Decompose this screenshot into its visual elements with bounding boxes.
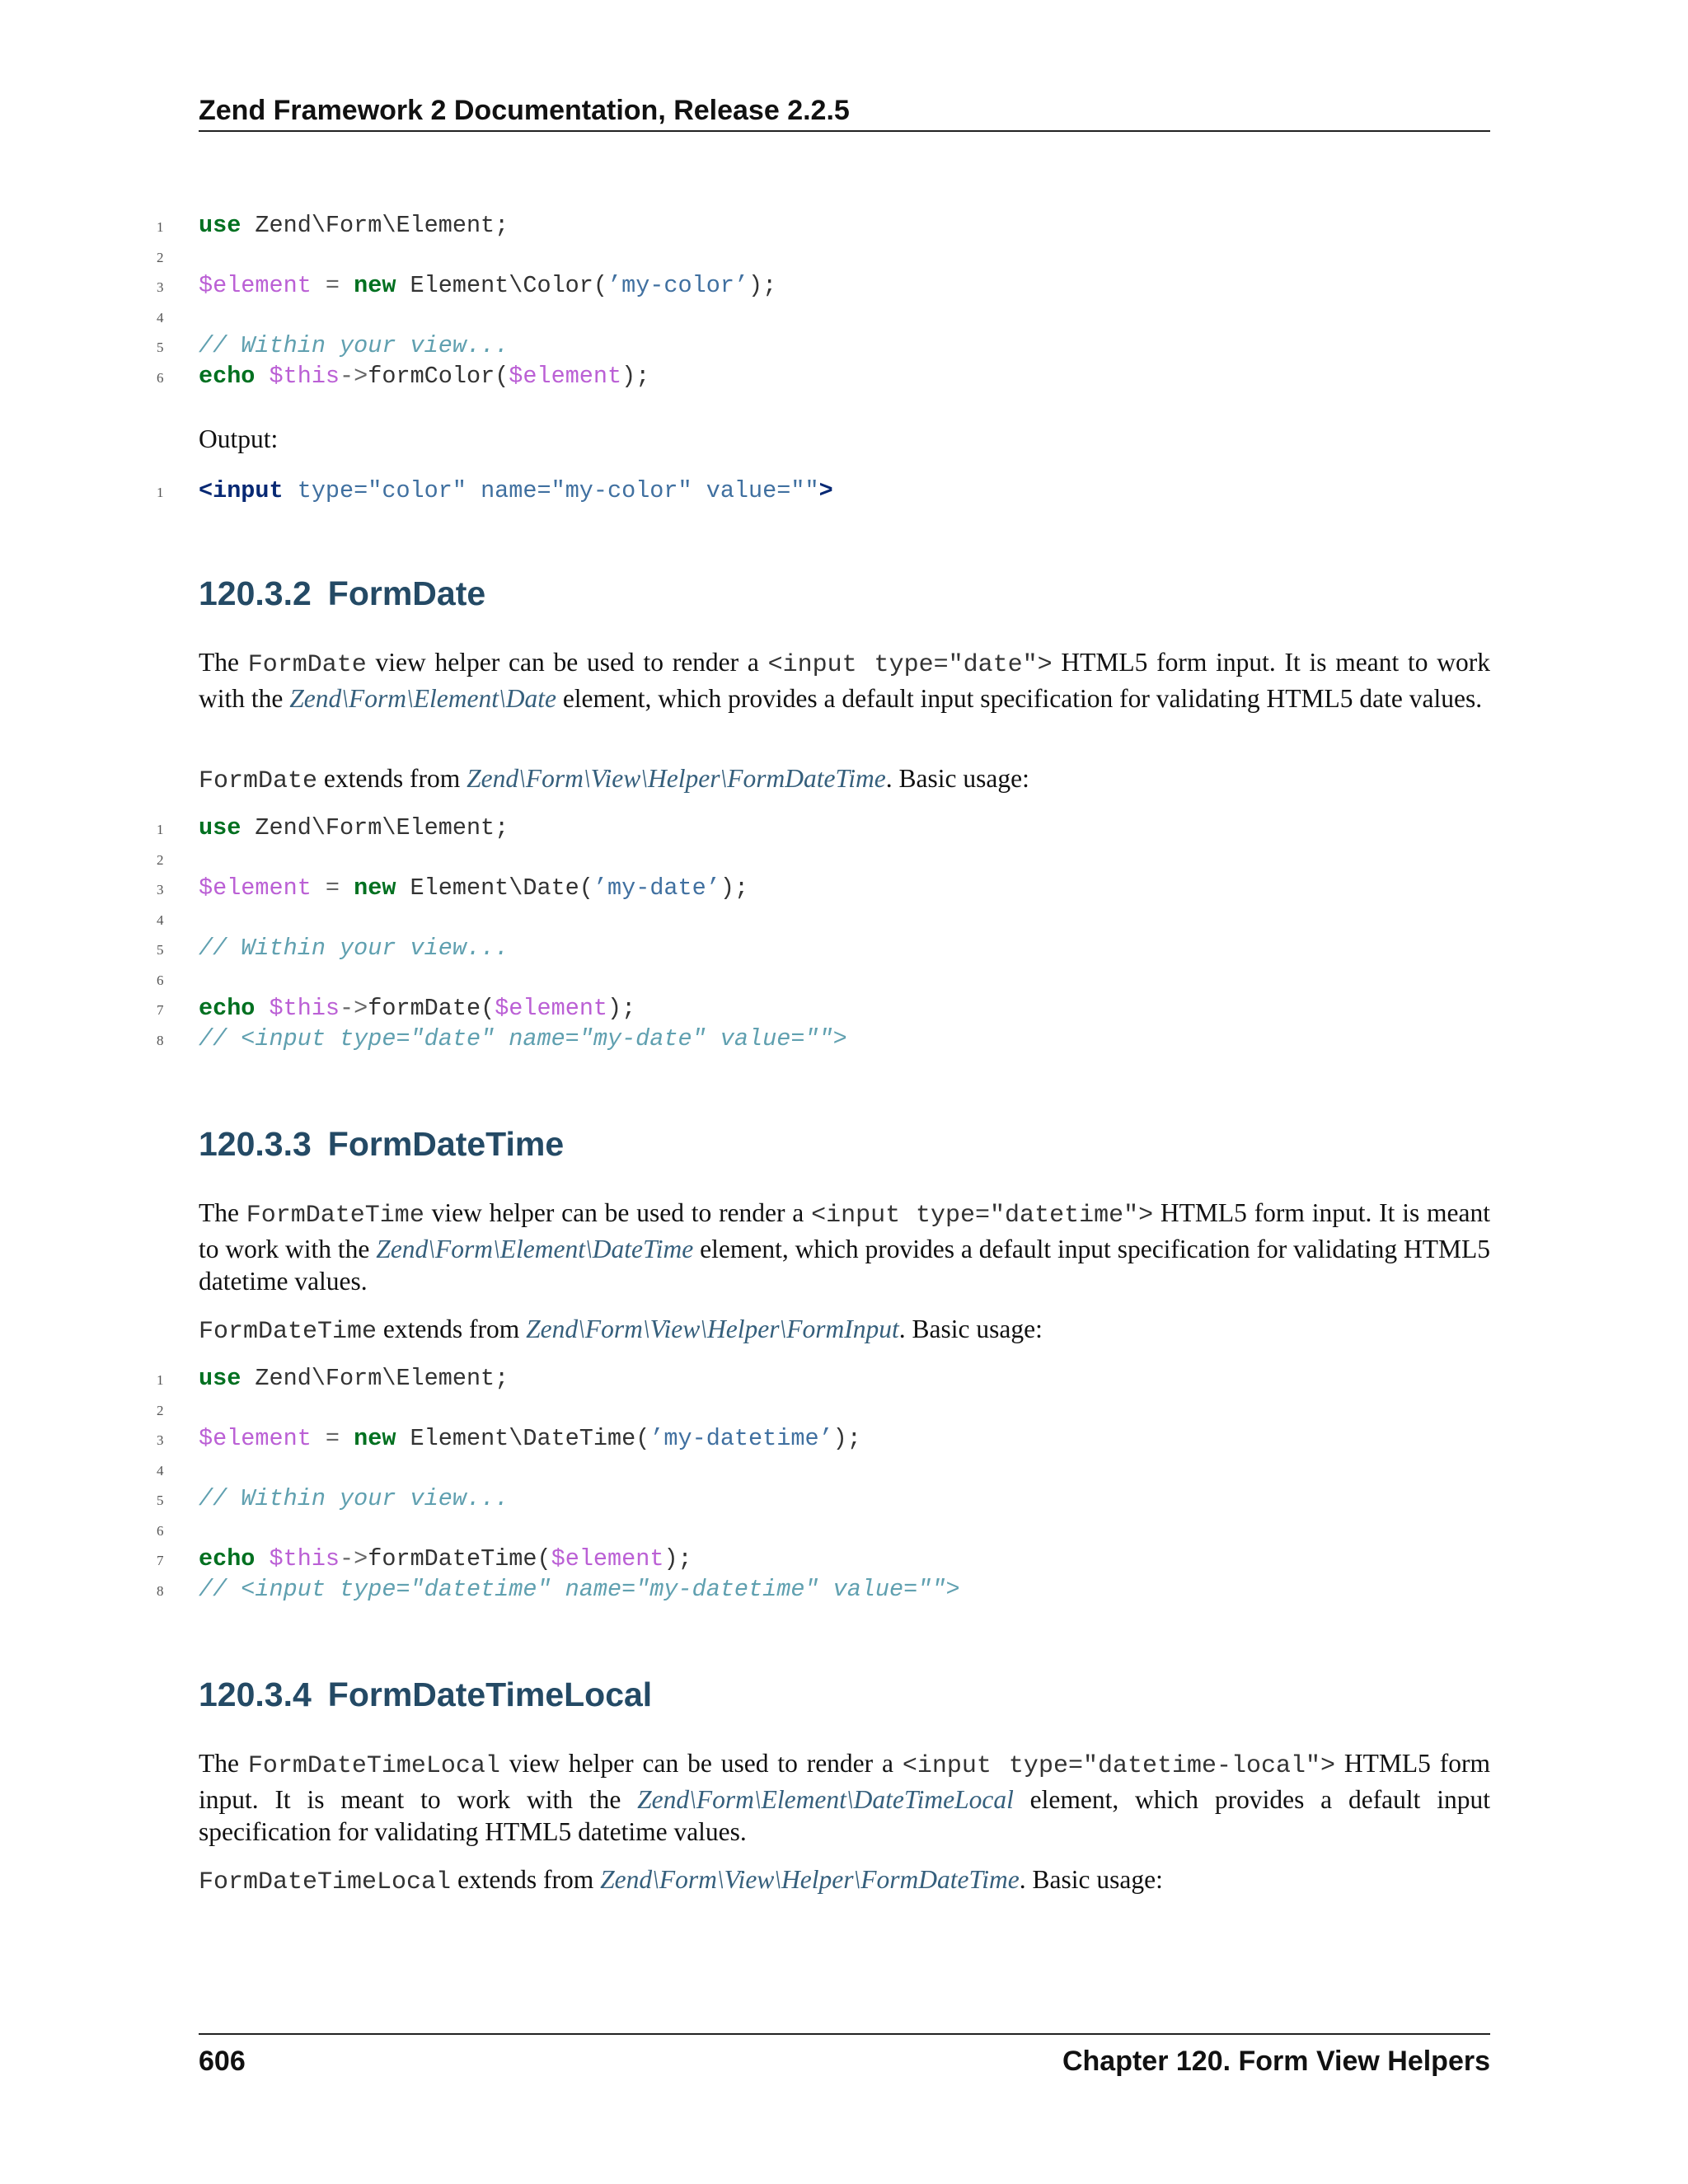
code-text: Element\Color( bbox=[396, 272, 607, 299]
html-attribute: name="my-color" bbox=[466, 477, 692, 504]
line-number: 5 bbox=[157, 1493, 164, 1508]
inline-code: FormDate bbox=[247, 651, 367, 679]
html-attribute: value="" bbox=[692, 477, 819, 504]
line-number: 4 bbox=[157, 912, 164, 928]
code-text: ); bbox=[663, 1545, 692, 1572]
line-number: 6 bbox=[157, 972, 164, 988]
code-line bbox=[0, 1544, 1490, 1575]
paragraph bbox=[199, 1197, 1490, 1298]
text: . Basic usage: bbox=[1019, 1865, 1163, 1894]
code-comment: // Within your view... bbox=[199, 935, 509, 962]
text: . Basic usage: bbox=[898, 1315, 1043, 1343]
code-text: ); bbox=[607, 995, 636, 1022]
code-variable: $element bbox=[199, 1425, 312, 1452]
code-keyword: use bbox=[199, 212, 241, 239]
line-number: 1 bbox=[157, 219, 164, 235]
text: view helper can be used to render a bbox=[366, 648, 768, 677]
line-number: 2 bbox=[157, 1402, 164, 1418]
code-line bbox=[0, 211, 1490, 241]
section-number: 120.3.2 bbox=[199, 574, 312, 612]
inline-code: <input type="datetime-local"> bbox=[902, 1752, 1335, 1780]
code-variable: $this bbox=[255, 995, 340, 1022]
html-tag: <input bbox=[199, 477, 284, 504]
paragraph bbox=[199, 1313, 1490, 1349]
line-number: 6 bbox=[157, 1522, 164, 1539]
line-number: 6 bbox=[157, 369, 164, 386]
helper-link-forminput[interactable]: Zend\Form\View\Helper\FormInput bbox=[526, 1315, 899, 1343]
text: . Basic usage: bbox=[885, 764, 1029, 793]
code-line bbox=[0, 1424, 1490, 1455]
code-line bbox=[0, 302, 1490, 332]
code-keyword: use bbox=[199, 814, 241, 841]
code-text: Element\DateTime( bbox=[396, 1425, 650, 1452]
code-keyword: echo bbox=[199, 995, 256, 1022]
code-variable: $element bbox=[495, 995, 608, 1022]
text: element, which provides a default input specification for validating HTML5 date values. bbox=[556, 683, 1483, 713]
code-keyword: new bbox=[354, 272, 396, 299]
line-number: 8 bbox=[157, 1032, 164, 1048]
text: The bbox=[199, 648, 248, 677]
inline-code: FormDateTime bbox=[246, 1202, 424, 1230]
section-heading-formdatetimelocal bbox=[199, 1673, 652, 1716]
code-line bbox=[0, 964, 1490, 995]
text: extends from bbox=[451, 1865, 601, 1894]
code-line bbox=[0, 1364, 1490, 1394]
code-operator: = bbox=[311, 874, 354, 902]
section-title: FormDateTimeLocal bbox=[327, 1675, 653, 1713]
code-variable: $element bbox=[551, 1545, 664, 1572]
code-operator: -> bbox=[340, 1545, 368, 1572]
line-number: 4 bbox=[157, 1462, 164, 1479]
code-string: ’my-date’ bbox=[593, 874, 720, 902]
line-number: 1 bbox=[157, 1372, 164, 1388]
code-line bbox=[0, 1515, 1490, 1545]
line-number: 8 bbox=[157, 1582, 164, 1599]
code-text: Zend\Form\Element; bbox=[241, 1365, 509, 1392]
code-string: ’my-color’ bbox=[607, 272, 749, 299]
text: HTML5 form input. It is meant to work with the bbox=[199, 648, 1490, 713]
element-link-datetimelocal[interactable]: Zend\Form\Element\DateTimeLocal bbox=[637, 1784, 1014, 1814]
code-line bbox=[0, 934, 1490, 964]
line-number: 1 bbox=[157, 485, 164, 500]
code-line bbox=[0, 241, 1490, 272]
line-number: 4 bbox=[157, 309, 164, 326]
code-line bbox=[0, 904, 1490, 935]
code-operator: = bbox=[311, 272, 354, 299]
code-keyword: new bbox=[354, 874, 396, 902]
code-operator: -> bbox=[340, 995, 368, 1022]
code-comment: // Within your view... bbox=[199, 1485, 509, 1512]
section-heading-formdatetime bbox=[199, 1122, 564, 1165]
text: element, which provides a default input specification for validating HTML5 datetime values. bbox=[199, 1784, 1490, 1846]
line-number: 5 bbox=[157, 942, 164, 958]
output-label: Output: bbox=[199, 424, 279, 453]
code-keyword: new bbox=[354, 1425, 396, 1452]
text: element, which provides a default input specification for validating HTML5 datetime values. bbox=[199, 1234, 1490, 1296]
html-attribute: type="color" bbox=[283, 477, 467, 504]
text: HTML5 form input. It is meant to work with the bbox=[199, 1198, 1490, 1263]
code-block-color bbox=[0, 211, 1490, 391]
line-number: 2 bbox=[157, 249, 164, 265]
code-keyword: echo bbox=[199, 1545, 256, 1572]
code-variable: $this bbox=[255, 1545, 340, 1572]
code-keyword: echo bbox=[199, 362, 256, 390]
page-header bbox=[199, 92, 1490, 132]
line-number: 2 bbox=[157, 851, 164, 868]
code-line bbox=[0, 1575, 1490, 1605]
code-variable: $element bbox=[199, 272, 312, 299]
code-line bbox=[0, 844, 1490, 874]
line-number: 3 bbox=[157, 882, 164, 898]
code-line bbox=[0, 476, 1490, 507]
inline-code: FormDateTime bbox=[199, 1318, 377, 1346]
code-operator: = bbox=[311, 1425, 354, 1452]
element-link-datetime[interactable]: Zend\Form\Element\DateTime bbox=[376, 1234, 694, 1263]
code-variable: $element bbox=[199, 874, 312, 902]
code-line bbox=[0, 1394, 1490, 1425]
code-operator: -> bbox=[340, 362, 368, 390]
html-tag: > bbox=[818, 477, 833, 504]
line-number: 1 bbox=[157, 822, 164, 837]
code-line bbox=[0, 874, 1490, 904]
code-text: Zend\Form\Element; bbox=[241, 212, 509, 239]
code-comment: // Within your view... bbox=[199, 332, 509, 359]
inline-code: <input type="datetime"> bbox=[811, 1202, 1154, 1230]
code-comment: // <input type="date" name="my-date" value=""> bbox=[199, 1024, 847, 1052]
helper-link-formdatetime[interactable]: Zend\Form\View\Helper\FormDateTime bbox=[600, 1865, 1020, 1894]
line-number: 3 bbox=[157, 279, 164, 295]
code-text: ); bbox=[621, 362, 650, 390]
inline-code: FormDate bbox=[199, 767, 318, 795]
code-block-formdatetime bbox=[0, 1364, 1490, 1605]
code-text: formDate( bbox=[368, 995, 495, 1022]
code-text: formColor( bbox=[368, 362, 509, 390]
code-variable: $element bbox=[509, 362, 622, 390]
code-variable: $this bbox=[255, 362, 340, 390]
code-text: Zend\Form\Element; bbox=[241, 814, 509, 841]
code-line bbox=[0, 1024, 1490, 1055]
code-text: formDateTime( bbox=[368, 1545, 551, 1572]
code-line bbox=[0, 362, 1490, 392]
code-text: ); bbox=[748, 272, 777, 299]
code-text: ); bbox=[832, 1425, 861, 1452]
paragraph bbox=[199, 1747, 1490, 1849]
header-title: Zend Framework 2 Documentation, Release 2.2.5 bbox=[199, 95, 850, 126]
text: The bbox=[199, 1198, 246, 1227]
line-number: 7 bbox=[157, 1002, 164, 1018]
section-heading-formdate bbox=[199, 572, 485, 615]
code-string: ’my-datetime’ bbox=[649, 1425, 833, 1452]
section-number: 120.3.3 bbox=[199, 1125, 312, 1163]
chapter-title: Chapter 120. Form View Helpers bbox=[1062, 2046, 1490, 2077]
element-link-date[interactable]: Zend\Form\Element\Date bbox=[289, 683, 556, 713]
code-line bbox=[0, 331, 1490, 362]
text: extends from bbox=[317, 764, 467, 793]
code-keyword: use bbox=[199, 1365, 241, 1392]
page-number: 606 bbox=[199, 2046, 246, 2077]
line-number: 7 bbox=[157, 1553, 164, 1568]
inline-code: FormDateTimeLocal bbox=[247, 1752, 500, 1780]
section-title: FormDate bbox=[327, 574, 486, 612]
text: The bbox=[199, 1749, 248, 1778]
code-text: Element\Date( bbox=[396, 874, 593, 902]
page-footer bbox=[199, 2033, 1490, 2077]
helper-link-formdatetime[interactable]: Zend\Form\View\Helper\FormDateTime bbox=[467, 764, 886, 793]
text: HTML5 form input. It is meant to work with the bbox=[199, 1749, 1490, 1814]
section-number: 120.3.4 bbox=[199, 1675, 312, 1713]
line-number: 3 bbox=[157, 1432, 164, 1448]
paragraph bbox=[199, 1863, 1490, 1900]
code-block-output bbox=[0, 476, 1490, 507]
code-line bbox=[0, 1455, 1490, 1485]
code-comment: // <input type="datetime" name="my-datetime" value=""> bbox=[199, 1575, 960, 1603]
text: view helper can be used to render a bbox=[499, 1749, 903, 1778]
code-line bbox=[0, 813, 1490, 844]
code-line bbox=[0, 1484, 1490, 1515]
code-line bbox=[0, 271, 1490, 302]
text: extends from bbox=[377, 1315, 527, 1343]
text: view helper can be used to render a bbox=[424, 1198, 812, 1227]
line-number: 5 bbox=[157, 340, 164, 355]
code-block-formdate bbox=[0, 813, 1490, 1054]
code-text: ); bbox=[720, 874, 749, 902]
paragraph bbox=[199, 762, 1490, 799]
paragraph bbox=[199, 646, 1490, 715]
inline-code: <input type="date"> bbox=[767, 651, 1053, 679]
inline-code: FormDateTimeLocal bbox=[199, 1868, 452, 1896]
section-title: FormDateTime bbox=[327, 1125, 565, 1163]
code-line bbox=[0, 994, 1490, 1024]
